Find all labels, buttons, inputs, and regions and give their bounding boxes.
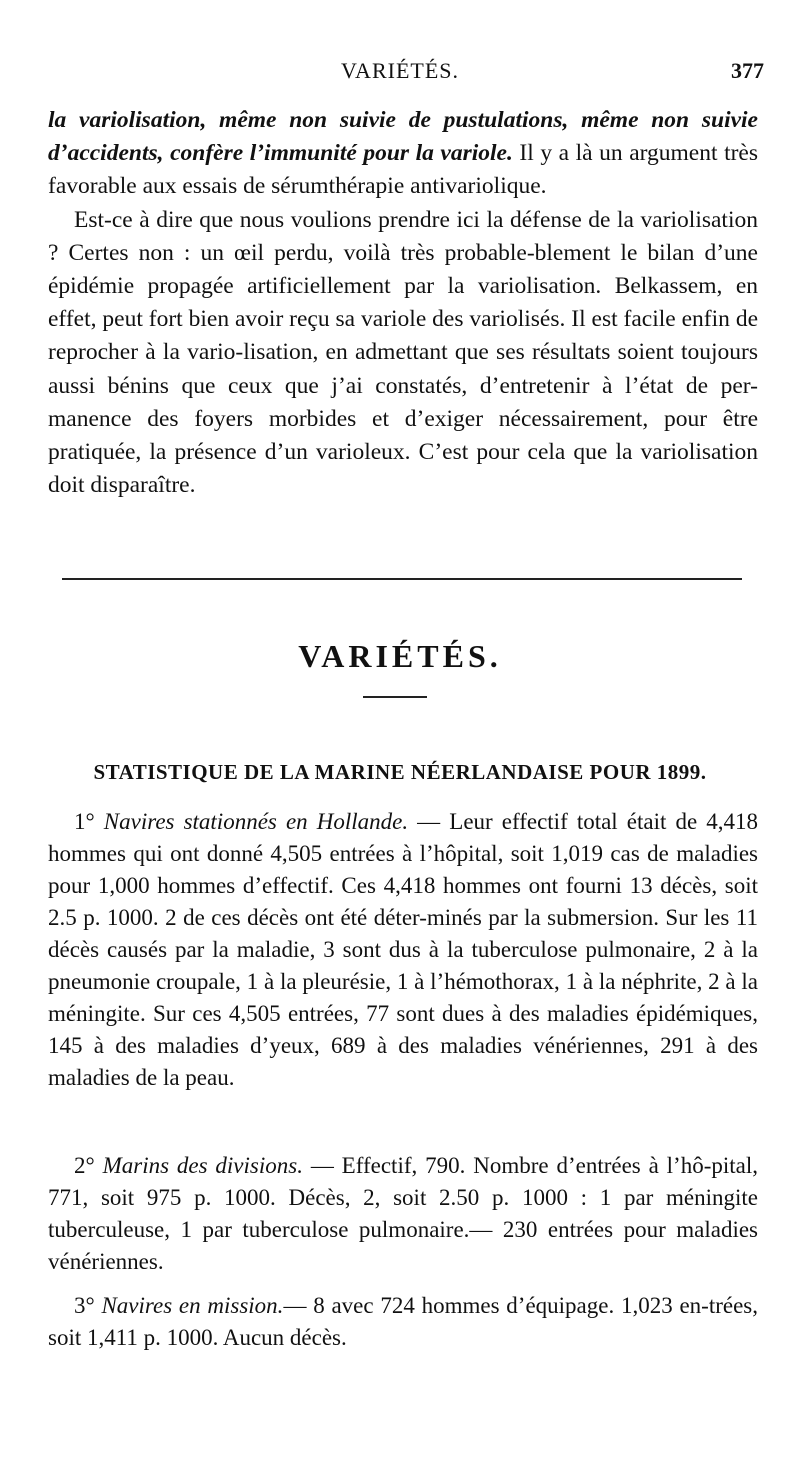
item-number: 2° — [74, 1153, 95, 1178]
item-text: — 8 avec 724 hommes d’équipage. 1,023 en-trées, soit 1,411 p. 1000. Aucun décès. — [48, 1293, 759, 1350]
item-heading: Navires en mission. — [101, 1293, 284, 1318]
item-text: — Leur effectif total était de 4,418 hommes qui ont donné 4,505 entrées à l’hôpital, soit 1,019 cas de maladies pour 1,000 hommes d’effectif. Ces 4,418 hommes ont fourni 13 décès, soit 2.5 p. 1000. 2 de ces décès ont été déter-minés par la submersion. Sur les 11 décès causés par la maladie, 3 sont dus à la tuberculose pulmonaire, 2 à la pneumonie croupale, 1 à la pleurésie, 1 à l’hémothorax, 1 à la néphrite, 2 à la méningite. Sur ces 4,505 entrées, 77 sont dues à des maladies épidémiques, 145 à des maladies d’yeux, 689 à des maladies vénériennes, 291 à des maladies de la peau. — [48, 809, 758, 1090]
continuation-text — [48, 104, 758, 502]
running-head — [0, 58, 800, 90]
item-3 — [48, 1290, 758, 1354]
continuation-paragraph-2: Est-ce à dire que nous voulions prendre ici la défense de la variolisation ? Certes non : un œil perdu, voilà très probable-blement le bilan d’une épidémie propagée artificiellement par la variolisation. Belkassem, en effet, peut fort bien avoir reçu sa variole des variolisés. Il est facile enfin de reprocher à la vario-lisation, en admettant que ses résultats soient toujours aussi bénins que ceux que j’ai constatés, d’entretenir à l’état de per-manence des foyers morbides et d’exiger nécessairement, pour être pratiquée, la présence d’un varioleux. C’est pour cela que la variolisation doit disparaître. — [48, 206, 758, 499]
section-title: VARIÉTÉS. — [298, 638, 502, 674]
item-number: 3° — [74, 1293, 95, 1318]
item-2 — [48, 1150, 758, 1278]
section-divider — [62, 578, 742, 580]
paragraph-1-rest: Il y a là un argument très favorable aux essais de sérumthérapie antivariolique. — [48, 140, 758, 200]
page-number: 377 — [731, 58, 764, 83]
item-number: 1° — [74, 809, 95, 834]
title-underline — [363, 696, 427, 698]
running-head-title: VARIÉTÉS. — [341, 58, 459, 83]
article-title: STATISTIQUE DE LA MARINE NÉERLANDAISE POUR 1899. — [93, 760, 707, 784]
continuation-paragraph-1 — [48, 104, 758, 204]
item-text: — Effectif, 790. Nombre d’entrées à l’hô-pital, 771, soit 975 p. 1000. Décès, 2, soit 2.50 p. 1000 : 1 par méningite tuberculeuse, 1 par tuberculose pulmonaire.— 230 entrées pour maladies vénériennes. — [48, 1153, 759, 1274]
item-heading: Navires stationnés en Hollande. — [103, 809, 409, 834]
italic-quote: la variolisation, même non suivie de pustulations, même non suivie d’accidents, confère l’immunité pour la variole. — [48, 107, 758, 167]
item-1 — [48, 806, 758, 1094]
item-heading: Marins des divisions. — [102, 1153, 303, 1178]
